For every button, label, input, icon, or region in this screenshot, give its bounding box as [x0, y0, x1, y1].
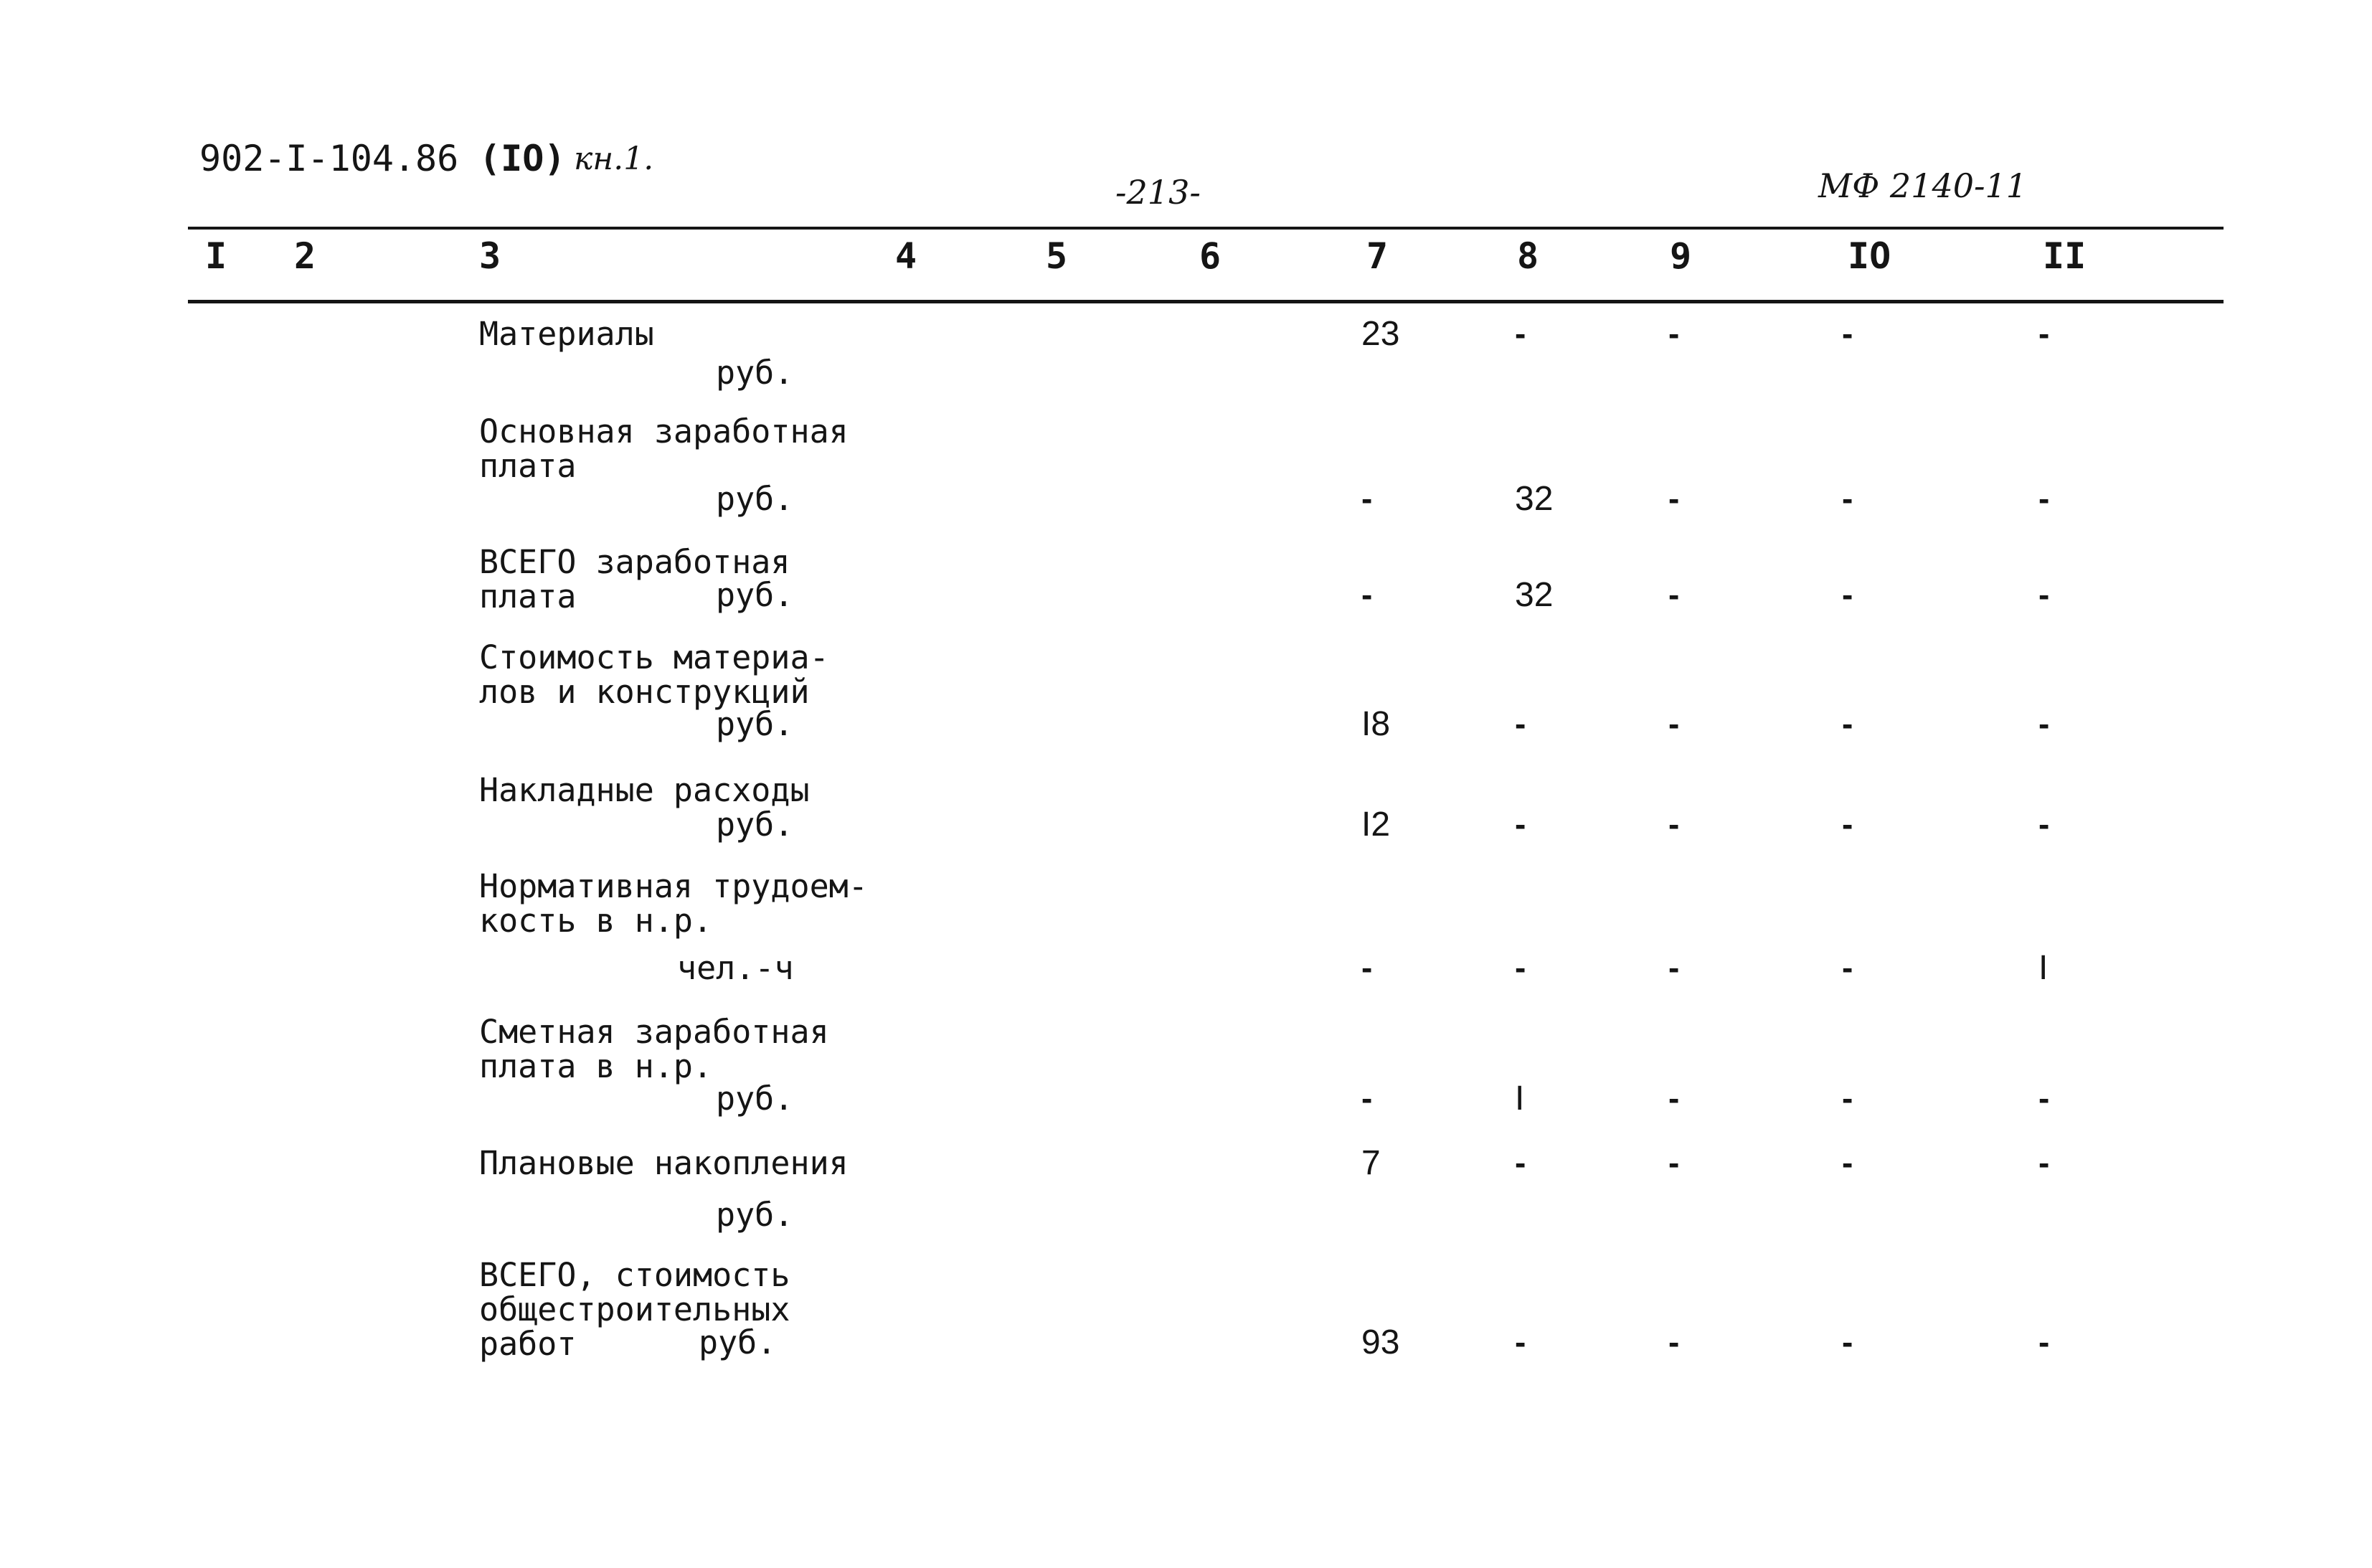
cell-col-8: 32 — [1515, 480, 1554, 518]
header-bottom-rule — [188, 300, 2224, 303]
row-label-line: плата в н.р. — [479, 1047, 713, 1085]
cell-col-8: - — [1515, 1323, 1526, 1361]
cell-col-11: - — [2038, 705, 2050, 742]
document-code: 902-I-104.86 — [199, 138, 459, 179]
cell-col-9: - — [1668, 806, 1680, 843]
header-top-rule — [188, 227, 2224, 230]
column-header-3: 3 — [479, 235, 501, 277]
cell-col-9: - — [1668, 480, 1680, 517]
column-header-6: 6 — [1199, 235, 1222, 277]
archive-stamp: МФ 2140-11 — [1818, 166, 2028, 205]
cell-col-10: - — [1842, 806, 1853, 843]
column-header-5: 5 — [1046, 235, 1068, 277]
book-number: кн.1. — [574, 141, 654, 177]
cell-col-7: 93 — [1361, 1323, 1400, 1361]
cell-col-8: - — [1515, 949, 1526, 986]
cell-col-10: - — [1842, 949, 1853, 986]
column-header-9: 9 — [1670, 235, 1692, 277]
row-unit: руб. — [716, 480, 794, 518]
cell-col-10: - — [1842, 1323, 1853, 1361]
cell-col-9: - — [1668, 1080, 1680, 1117]
cell-col-10: - — [1842, 480, 1853, 517]
column-header-2: 2 — [294, 235, 316, 277]
column-header-4: 4 — [895, 235, 917, 277]
cell-col-7: I8 — [1361, 705, 1391, 743]
row-label-line: общестроительных — [479, 1290, 790, 1328]
row-label-line: Накладные расходы — [479, 771, 810, 809]
row-label-line: ВСЕГО, стоимость — [479, 1256, 790, 1294]
row-unit: чел.-ч — [677, 949, 794, 987]
cell-col-9: - — [1668, 576, 1680, 613]
cell-col-11: - — [2038, 315, 2050, 352]
cell-col-11: - — [2038, 576, 2050, 613]
cell-col-7: - — [1361, 1080, 1373, 1117]
cell-col-9: - — [1668, 1144, 1680, 1181]
cell-col-7: 7 — [1361, 1144, 1381, 1182]
row-label-line: Плановые накопления — [479, 1144, 849, 1182]
cell-col-8: 32 — [1515, 576, 1554, 614]
cell-col-8: I — [1515, 1080, 1525, 1118]
row-unit: руб. — [716, 705, 794, 743]
column-header-8: 8 — [1517, 235, 1539, 277]
row-label-line: кость в н.р. — [479, 902, 713, 940]
row-label-line: плата — [479, 577, 577, 615]
cell-col-10: - — [1842, 315, 1853, 352]
column-header-11: II — [2043, 235, 2087, 277]
cell-col-9: - — [1668, 315, 1680, 352]
cell-col-11: I — [2038, 949, 2049, 987]
row-label-line: ВСЕГО заработная — [479, 543, 790, 581]
column-header-1: I — [205, 235, 227, 277]
volume-number: (IO) — [479, 138, 566, 179]
cell-col-11: - — [2038, 1144, 2050, 1181]
row-label-line: Стоимость материа- — [479, 638, 829, 676]
cell-col-7: - — [1361, 480, 1373, 517]
cell-col-10: - — [1842, 705, 1853, 742]
cell-col-11: - — [2038, 1080, 2050, 1117]
cell-col-8: - — [1515, 806, 1526, 843]
cell-col-11: - — [2038, 806, 2050, 843]
row-unit: руб. — [716, 354, 794, 392]
row-label-line: Нормативная трудоем- — [479, 867, 868, 905]
row-label-line: лов и конструкций — [479, 673, 810, 711]
row-label-line: работ — [479, 1325, 577, 1363]
cell-col-9: - — [1668, 705, 1680, 742]
row-unit: руб. — [699, 1323, 777, 1361]
cell-col-10: - — [1842, 1144, 1853, 1181]
row-unit: руб. — [716, 1196, 794, 1234]
row-unit: руб. — [716, 576, 794, 614]
column-header-7: 7 — [1366, 235, 1389, 277]
cell-col-11: - — [2038, 1323, 2050, 1361]
page-number: -213- — [1115, 173, 1201, 212]
row-label-line: Сметная заработная — [479, 1013, 829, 1051]
cell-col-8: - — [1515, 315, 1526, 352]
cell-col-7: 23 — [1361, 315, 1400, 353]
cell-col-11: - — [2038, 480, 2050, 517]
row-label-line: Материалы — [479, 315, 654, 353]
cell-col-10: - — [1842, 1080, 1853, 1117]
row-unit: руб. — [716, 806, 794, 844]
cell-col-8: - — [1515, 1144, 1526, 1181]
cell-col-7: - — [1361, 576, 1373, 613]
cell-col-8: - — [1515, 705, 1526, 742]
cell-col-7: I2 — [1361, 806, 1391, 844]
cell-col-10: - — [1842, 576, 1853, 613]
row-label-line: плата — [479, 447, 577, 485]
cell-col-9: - — [1668, 1323, 1680, 1361]
row-unit: руб. — [716, 1080, 794, 1118]
cell-col-7: - — [1361, 949, 1373, 986]
column-header-10: IO — [1848, 235, 1891, 277]
cell-col-9: - — [1668, 949, 1680, 986]
row-label-line: Основная заработная — [479, 412, 849, 450]
